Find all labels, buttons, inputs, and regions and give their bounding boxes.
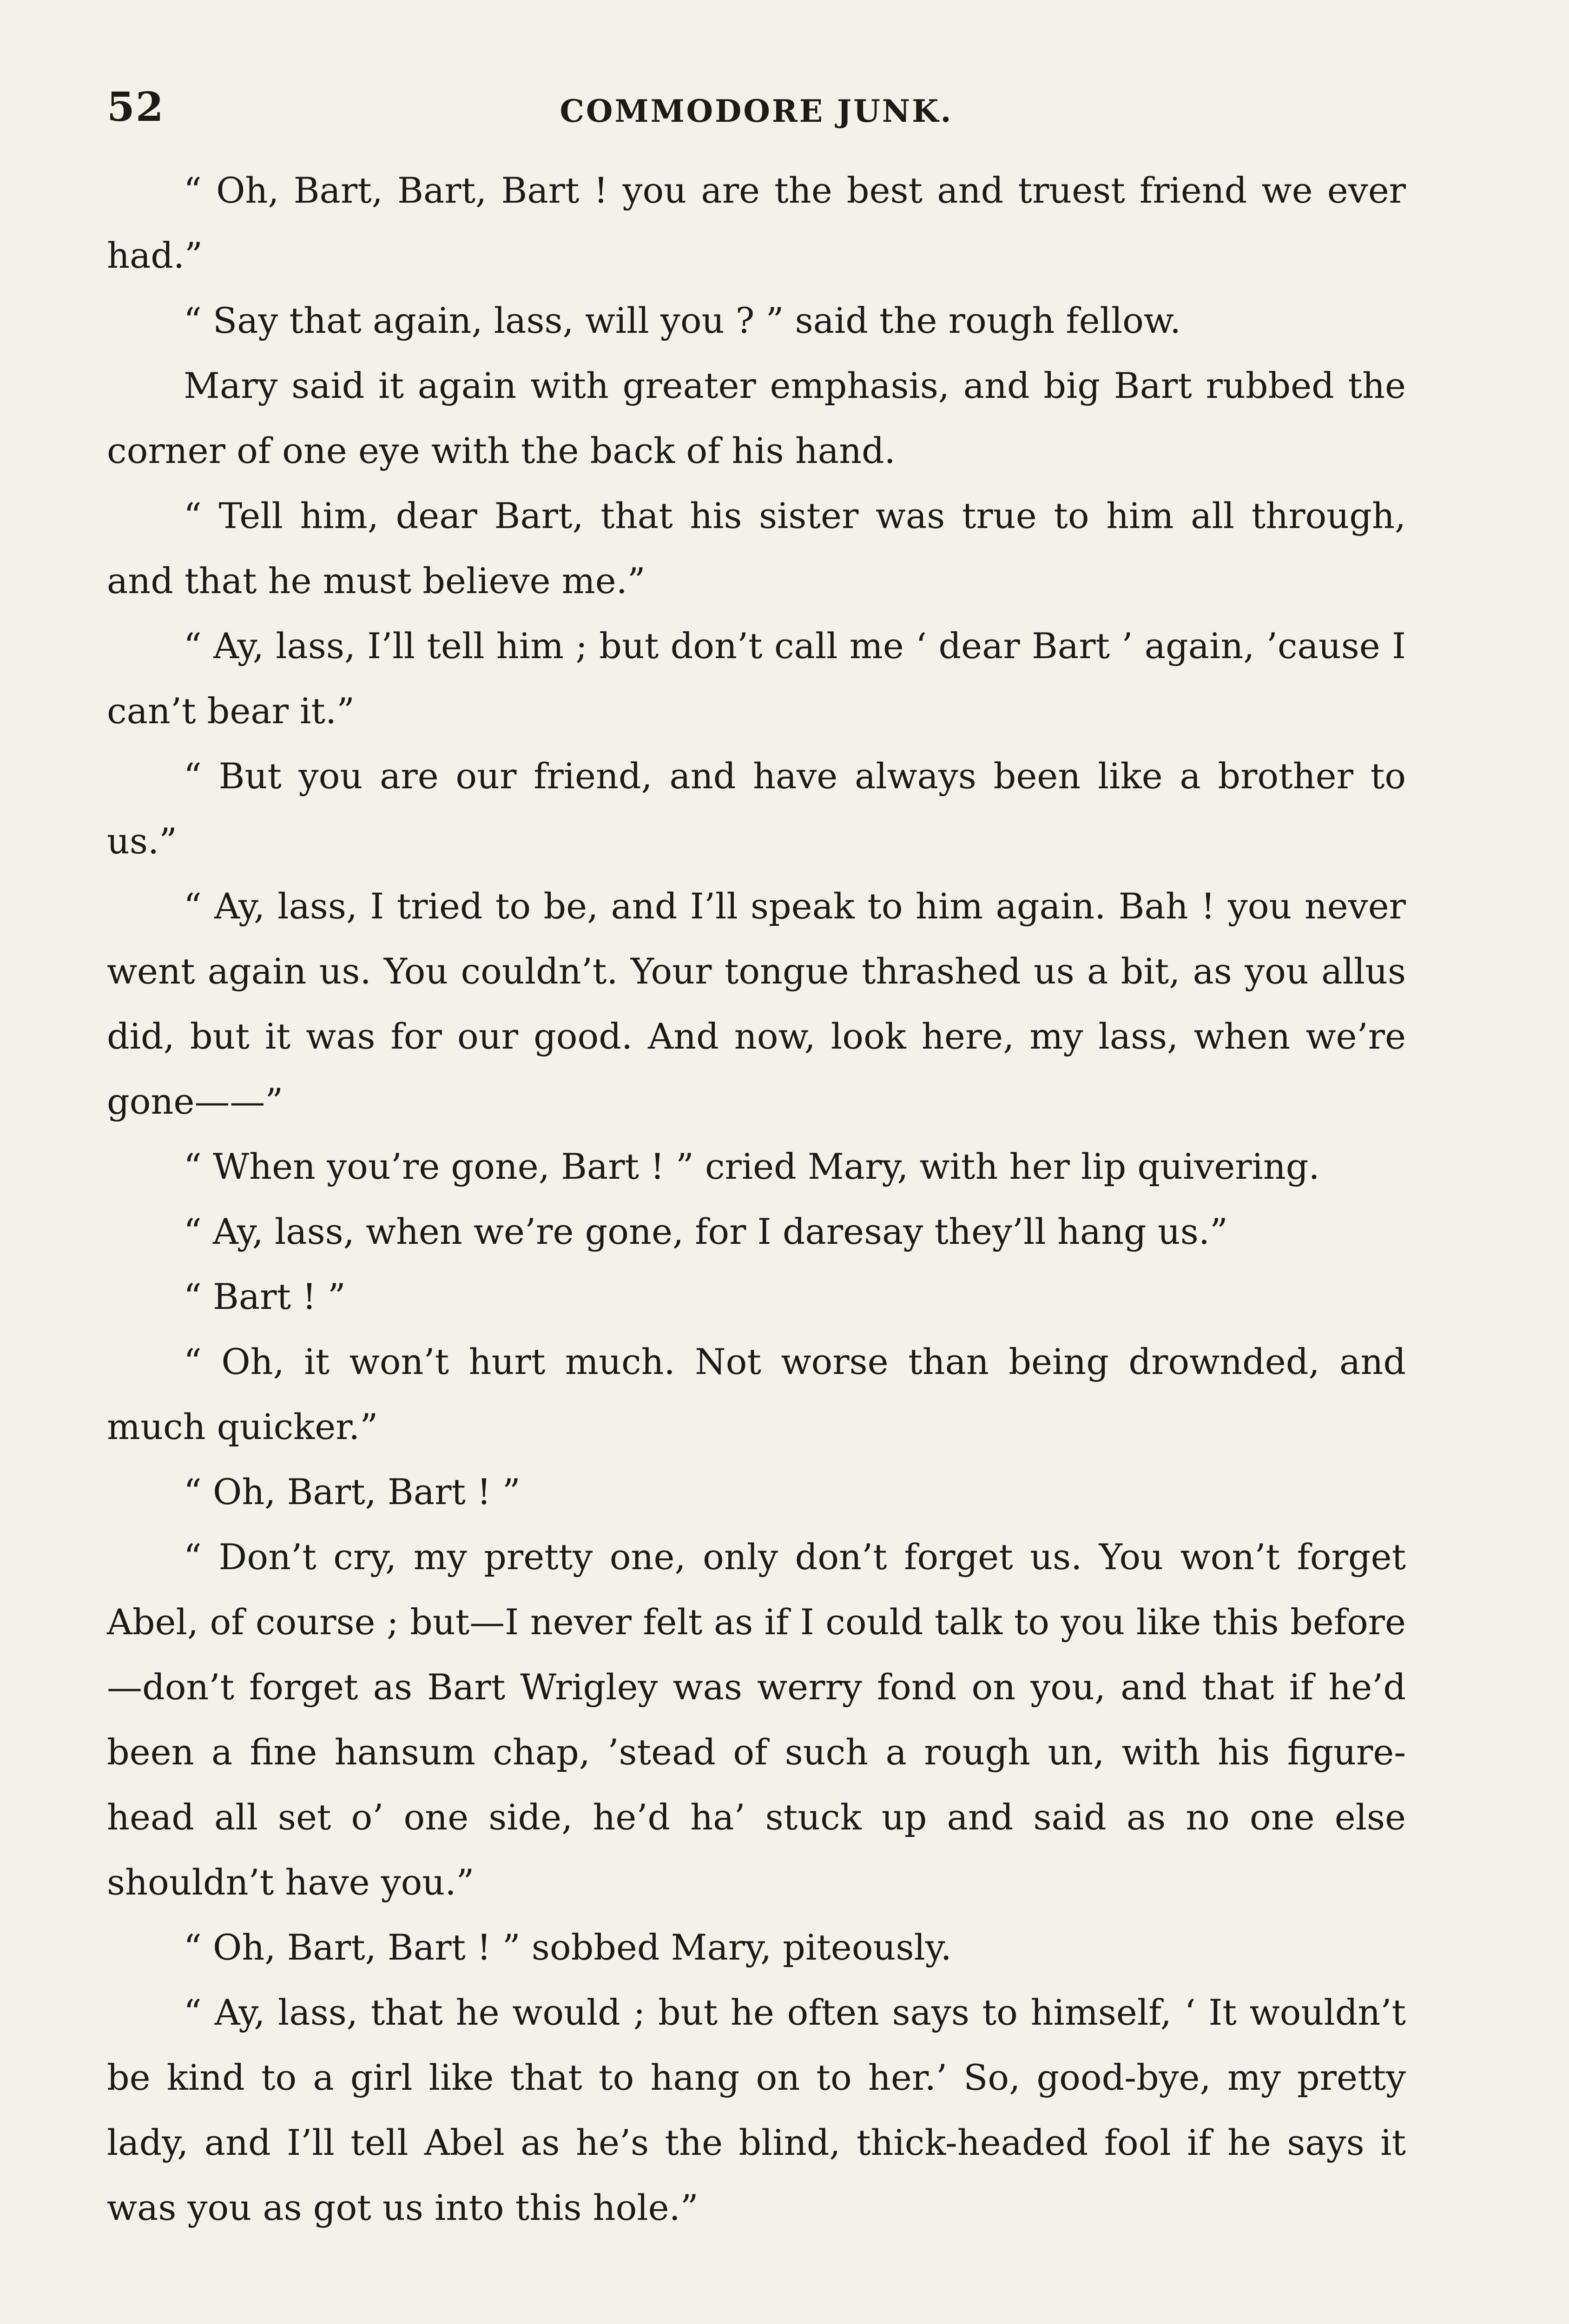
paragraph: “ Ay, lass, I’ll tell him ; but don’t call me ‘ dear Bart ’ again, ’cause I can’t bear it.” bbox=[107, 625, 1406, 732]
paragraph: “ Oh, Bart, Bart, Bart ! you are the best and truest friend we ever had.” bbox=[107, 170, 1406, 276]
running-head: COMMODORE JUNK. bbox=[560, 93, 953, 129]
paragraph: “ Tell him, dear Bart, that his sister was true to him all through, and that he must believe me.” bbox=[107, 495, 1406, 601]
page-header bbox=[107, 79, 1406, 130]
paragraph: “ Don’t cry, my pretty one, only don’t forget us. You won’t forget Abel, of course ; but—I never felt as if I could talk to you like this before—don’t forget as Bart Wrigley was werry fond on you, and that if he’d been a fine hansum chap, ’stead of such a rough un, with his figure-head all set o’ one side, he’d ha’ stuck up and said as no one else shouldn’t have you.” bbox=[107, 1536, 1406, 1903]
paragraph: “ Say that again, lass, will you ? ” said the rough fellow. bbox=[184, 300, 1181, 341]
paragraph: Mary said it again with greater emphasis, and big Bart rubbed the corner of one eye with the back of his hand. bbox=[107, 365, 1406, 471]
paragraph: “ Oh, Bart, Bart ! ” bbox=[184, 1471, 521, 1512]
body-text bbox=[107, 158, 1406, 2240]
page-content bbox=[107, 79, 1406, 2324]
page-number: 52 bbox=[107, 84, 165, 131]
paragraph: “ When you’re gone, Bart ! ” cried Mary, with her lip quivering. bbox=[184, 1146, 1320, 1187]
paragraph: “ Oh, Bart, Bart ! ” sobbed Mary, piteously. bbox=[184, 1927, 952, 1968]
paragraph: “ Ay, lass, that he would ; but he often says to himself, ‘ It wouldn’t be kind to a girl like that to hang on to her.’ So, good-bye, my pretty lady, and I’ll tell Abel as he’s the blind, thick-headed fool if he says it was you as got us into this hole.” bbox=[107, 1992, 1406, 2228]
paragraph: “ Ay, lass, when we’re gone, for I daresay they’ll hang us.” bbox=[184, 1211, 1228, 1252]
paragraph: “ But you are our friend, and have always been like a brother to us.” bbox=[107, 755, 1406, 862]
paragraph: “ Oh, it won’t hurt much. Not worse than being drownded, and much quicker.” bbox=[107, 1341, 1406, 1447]
paragraph: “ Ay, lass, I tried to be, and I’ll speak to him again. Bah ! you never went again us. You couldn’t. Your tongue thrashed us a bit, as you allus did, but it was for our good. And now, look here, my lass, when we’re gone——” bbox=[107, 885, 1406, 1122]
paragraph: “ Bart ! ” bbox=[184, 1276, 346, 1317]
